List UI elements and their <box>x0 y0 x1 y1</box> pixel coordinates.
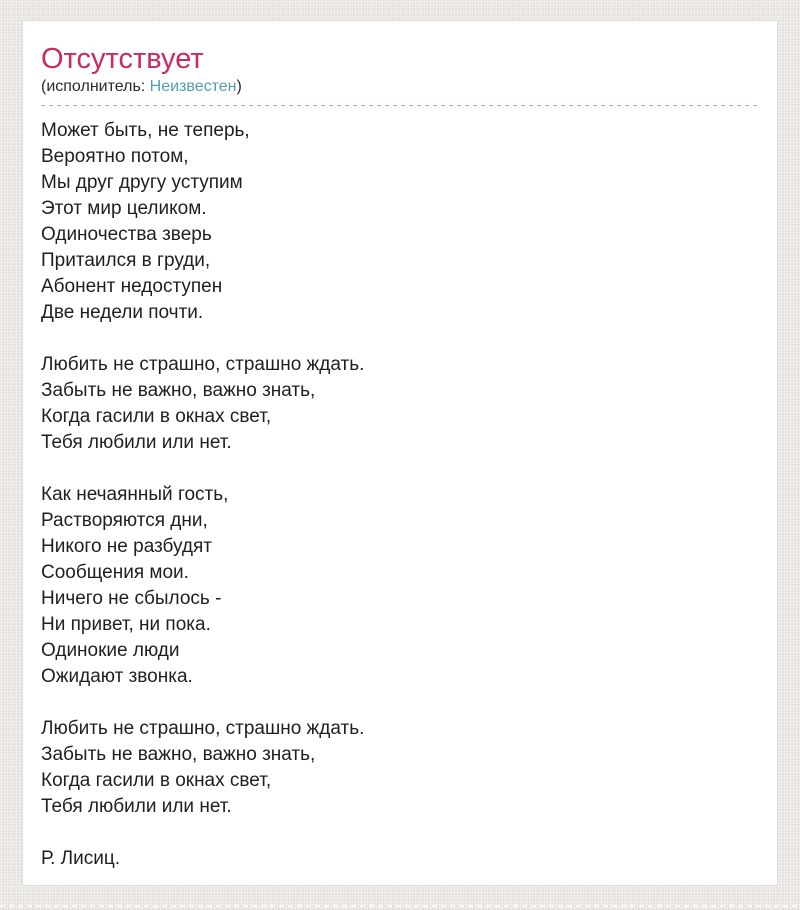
lyric-line: Сообщения мои. <box>41 562 189 583</box>
artist-line <box>41 77 757 104</box>
lyric-line: Ничего не сбылось - <box>41 588 222 609</box>
lyric-line <box>41 820 757 846</box>
lyric-line: Может быть, не теперь, <box>41 120 250 141</box>
lyric-line: Никого не разбудят <box>41 536 212 557</box>
lyric-line: Любить не страшно, страшно ждать. <box>41 718 365 739</box>
artist-line-suffix: ) <box>236 78 242 95</box>
lyrics-panel <box>22 20 778 886</box>
artist-link[interactable]: Неизвестен <box>149 78 237 95</box>
lyric-line <box>41 456 757 482</box>
lyric-line: Растворяются дни, <box>41 510 208 531</box>
lyric-line: Когда гасили в окнах свет, <box>41 406 272 427</box>
lyric-line: Тебя любили или нет. <box>41 432 232 453</box>
lyric-line <box>41 326 757 352</box>
song-title: Отсутствует <box>41 43 204 75</box>
lyric-line: Как нечаянный гость, <box>41 484 229 505</box>
lyric-line: Одиночества зверь <box>41 224 212 245</box>
artist-label: (исполнитель: <box>41 78 150 95</box>
lyric-line: Одинокие люди <box>41 640 180 661</box>
lyric-line <box>41 690 757 716</box>
lyric-line: Вероятно потом, <box>41 146 189 167</box>
lyric-line: Две недели почти. <box>41 302 204 323</box>
lyric-line: Тебя любили или нет. <box>41 796 232 817</box>
lyric-line: Этот мир целиком. <box>41 198 207 219</box>
lyric-line: Абонент недоступен <box>41 276 223 297</box>
dashed-separator <box>41 104 757 106</box>
lyric-line: Любить не страшно, страшно ждать. <box>41 354 365 375</box>
lyrics-text <box>41 118 757 872</box>
lyric-line: Притаился в груди, <box>41 250 211 271</box>
lyric-line: Забыть не важно, важно знать, <box>41 744 316 765</box>
lyric-line: Ожидают звонка. <box>41 666 193 687</box>
lyric-line: Мы друг другу уступим <box>41 172 243 193</box>
lyric-line: Р. Лисиц. <box>41 848 120 869</box>
lyric-line: Ни привет, ни пока. <box>41 614 211 635</box>
bottom-dashed-line <box>0 905 800 907</box>
lyric-line: Забыть не важно, важно знать, <box>41 380 316 401</box>
lyric-line: Когда гасили в окнах свет, <box>41 770 272 791</box>
